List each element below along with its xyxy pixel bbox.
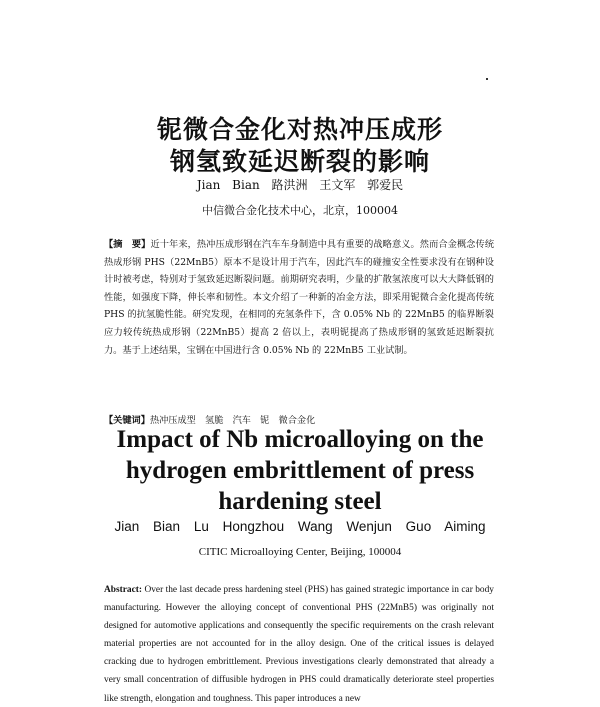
chinese-abstract-label: 【摘 要】 <box>104 239 151 250</box>
chinese-keywords-label: 【关键词】 <box>104 415 150 426</box>
english-abstract-label: Abstract: <box>104 585 143 595</box>
english-abstract-text: Over the last decade press hardening steel (PHS) has gained strategic importance in car body manufacturing. However the alloying concept of conventional PHS (22MnB5) was originally not designed for automotive applications and consequently the specific requirements on the crash relevant material properties are not accounted for in the alloy design. One of the critical issues is delayed cracking due to hydrogen embrittlement. Previous investigations clearly demonstrated that already a very small concentration of diffusible hydrogen in PHS could dramatically deteriorate steel properties like strength, elongation and toughness. This paper introduces a new <box>104 585 494 704</box>
english-title: Impact of Nb microalloying on the hydrogen embrittlement of press hardening steel <box>116 426 484 515</box>
chinese-title-line-2: 钢氢致延迟断裂的影响 <box>169 147 430 176</box>
chinese-abstract-text: 近十年来，热冲压成形钢在汽车车身制造中具有重要的战略意义。然而合金概念传统热成形钢 PHS（22MnB5）原本不是设计用于汽车，因此汽车的碰撞安全性要求没有在钢种设计时被考虑，特别对于氢致延迟断裂问题。前期研究表明，少量的扩散氢浓度可以大大降低钢的性能，如强度下降，伸长率和韧性。本文介绍了一种新的冶金方法，即采用铌微合金化提高传统 PHS 的抗氢脆性能。研究发现，在相同的充氢条件下，含 0.05% Nb 的 22MnB5 的临界断裂应力较传统热成形钢（22MnB5）提高 2 倍以上，表明铌提高了热成形钢的氢致延迟断裂抗力。基于上述结果，宝钢在中国进行含 0.05% Nb 的 22MnB5 工业试制。 <box>104 239 495 356</box>
chinese-authors: Jian Bian 路洪洲 王文军 郭爱民 <box>196 178 404 192</box>
english-authors: Jian Bian Lu Hongzhou Wang Wenjun Guo Aiming <box>114 519 486 534</box>
chinese-affiliation: 中信微合金化技术中心，北京，100004 <box>202 204 398 217</box>
page-speck <box>486 78 488 80</box>
english-abstract <box>104 581 494 707</box>
chinese-title-line-1: 铌微合金化对热冲压成形 <box>156 115 443 144</box>
chinese-abstract <box>104 236 494 359</box>
chinese-keywords-text: 热冲压成型 氢脆 汽车 铌 微合金化 <box>149 415 316 426</box>
english-affiliation: CITIC Microalloying Center, Beijing, 100004 <box>198 546 402 558</box>
